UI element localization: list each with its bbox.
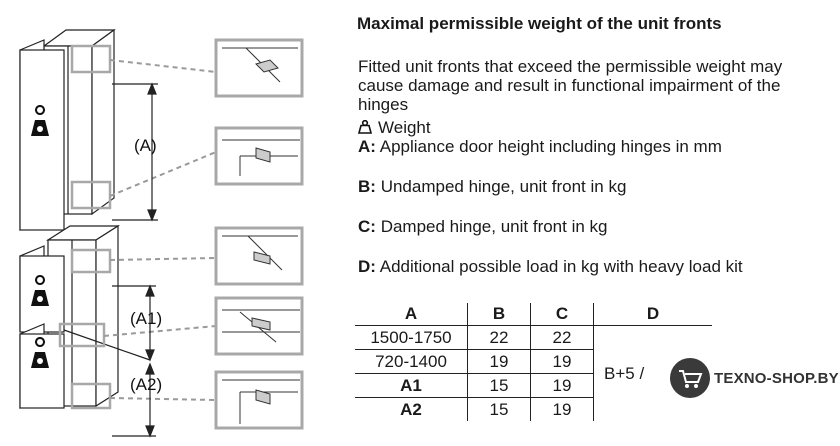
legend-c-text: Damped hinge, unit front in kg [380,217,608,236]
table-cell-c: 22 [531,326,594,350]
legend-a-key: A: [358,137,376,156]
table-cell-b: 22 [468,326,531,350]
detail-box-4 [216,298,302,354]
legend-a-text: Appliance door height including hinges in mm [379,137,722,156]
hinge-installation-diagram [0,0,350,446]
weight-icon [358,120,372,134]
table-cell-c: 19 [531,374,594,398]
table-header-d: D [594,303,713,326]
table-header-c: C [531,303,594,326]
table-cell-b: 19 [468,350,531,374]
legend-c [358,217,608,236]
table-cell-a: A1 [355,374,468,398]
detail-box-5 [216,372,302,428]
detail-box-1 [216,40,302,96]
table-header-b: B [468,303,531,326]
table-cell-b: 15 [468,398,531,422]
table-row [355,326,712,350]
table-d-value: B+5 / [604,363,645,383]
legend-d-key: D: [358,257,376,276]
table-header-a: A [355,303,468,326]
table-header-row [355,303,712,326]
legend-weight [358,118,431,137]
legend-d-text: Additional possible load in kg with heavy load kit [379,257,743,276]
table-cell-c: 19 [531,350,594,374]
legend-b [358,177,626,196]
legend-b-key: B: [358,177,376,196]
watermark-text: TEXNO-SHOP.BY [714,369,839,387]
weight-table [355,303,712,421]
table-cell-a: A2 [400,399,422,419]
page-title: Maximal permissible weight of the unit fronts [357,14,722,33]
intro-text: Fitted unit fronts that exceed the permissible weight may cause damage and result in functional impairment of the hinges [358,57,783,114]
cart-icon [670,358,710,398]
legend-d [358,257,743,276]
legend-b-text: Undamped hinge, unit front in kg [380,177,627,196]
watermark-logo [670,358,839,398]
detail-box-3 [216,228,302,284]
table-cell-c: 19 [531,398,594,422]
dimension-label-a2: (A2) [130,375,163,394]
dashed-connectors [104,60,216,400]
legend-c-key: C: [358,217,376,236]
legend-weight-text: Weight [378,118,431,137]
dimension-label-a1: (A1) [130,309,163,328]
table-cell-a: 1500-1750 [355,326,468,350]
table-cell-a: 720-1400 [355,350,468,374]
legend-a [358,137,722,156]
detail-box-2 [216,128,302,184]
table-cell-b: 15 [468,374,531,398]
dimension-label-a: (A) [134,136,157,155]
